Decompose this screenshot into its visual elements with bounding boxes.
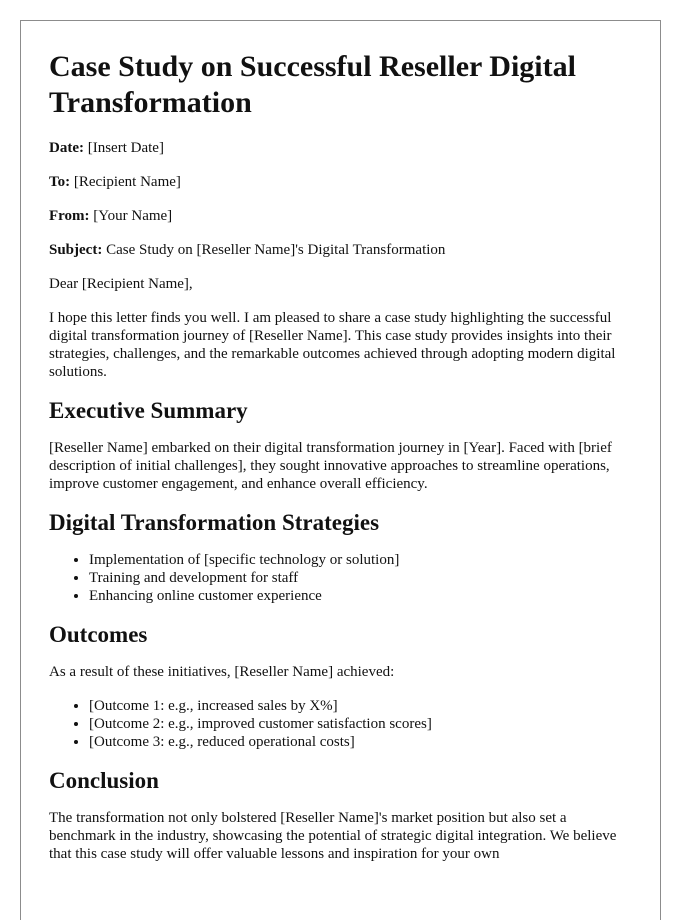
list-item: • Training and development for staff bbox=[89, 569, 632, 587]
conclusion-text: The transformation not only bolstered [Reseller Name]'s market position but also set a benchmark in the industry, showcasing the potential of strategic digital integration. We believe that this case study will offer valuable lessons and inspiration for your own bbox=[49, 810, 617, 862]
to-label: To: bbox=[49, 174, 71, 190]
list-item: • [Outcome 1: e.g., increased sales by X%] bbox=[89, 697, 632, 715]
date-label: Date: bbox=[49, 140, 84, 156]
from-value: [Your Name] bbox=[93, 208, 173, 224]
list-item: • Implementation of [specific technology or solution] bbox=[89, 551, 632, 569]
list-item: • [Outcome 3: e.g., reduced operational costs] bbox=[89, 733, 632, 751]
to-value: [Recipient Name] bbox=[73, 174, 181, 190]
strategies-heading: Digital Transformation Strategies bbox=[49, 510, 380, 535]
document-title: Case Study on Successful Reseller Digital Transformation bbox=[49, 50, 576, 119]
executive-summary-text: [Reseller Name] embarked on their digital transformation journey in [Year]. Faced with [brief description of initial challenges], they sought innovative approaches to streamline operations, improve customer engagement, and enhance overall efficiency. bbox=[49, 440, 612, 492]
executive-summary-heading: Executive Summary bbox=[49, 398, 248, 423]
list-item: • [Outcome 2: e.g., improved customer satisfaction scores] bbox=[89, 715, 632, 733]
intro-paragraph: I hope this letter finds you well. I am pleased to share a case study highlighting the successful digital transformation journey of [Reseller Name]. This case study provides insights into their strategies, challenges, and the remarkable outcomes achieved through adopting modern digital solutions. bbox=[49, 310, 616, 380]
from-label: From: bbox=[49, 208, 90, 224]
outcomes-list bbox=[49, 697, 632, 751]
letter-page bbox=[20, 20, 661, 920]
list-item: • Enhancing online customer experience bbox=[89, 587, 632, 605]
date-value: [Insert Date] bbox=[87, 140, 164, 156]
outcomes-heading: Outcomes bbox=[49, 622, 148, 647]
date-line bbox=[49, 139, 632, 157]
to-line bbox=[49, 173, 632, 191]
from-line bbox=[49, 207, 632, 225]
subject-label: Subject: bbox=[49, 242, 103, 258]
conclusion-heading: Conclusion bbox=[49, 768, 159, 793]
subject-value: Case Study on [Reseller Name]'s Digital Transformation bbox=[106, 242, 446, 258]
salutation: Dear [Recipient Name], bbox=[49, 276, 193, 292]
strategies-list bbox=[49, 551, 632, 605]
outcomes-intro: As a result of these initiatives, [Reseller Name] achieved: bbox=[49, 664, 395, 680]
subject-line bbox=[49, 241, 632, 259]
